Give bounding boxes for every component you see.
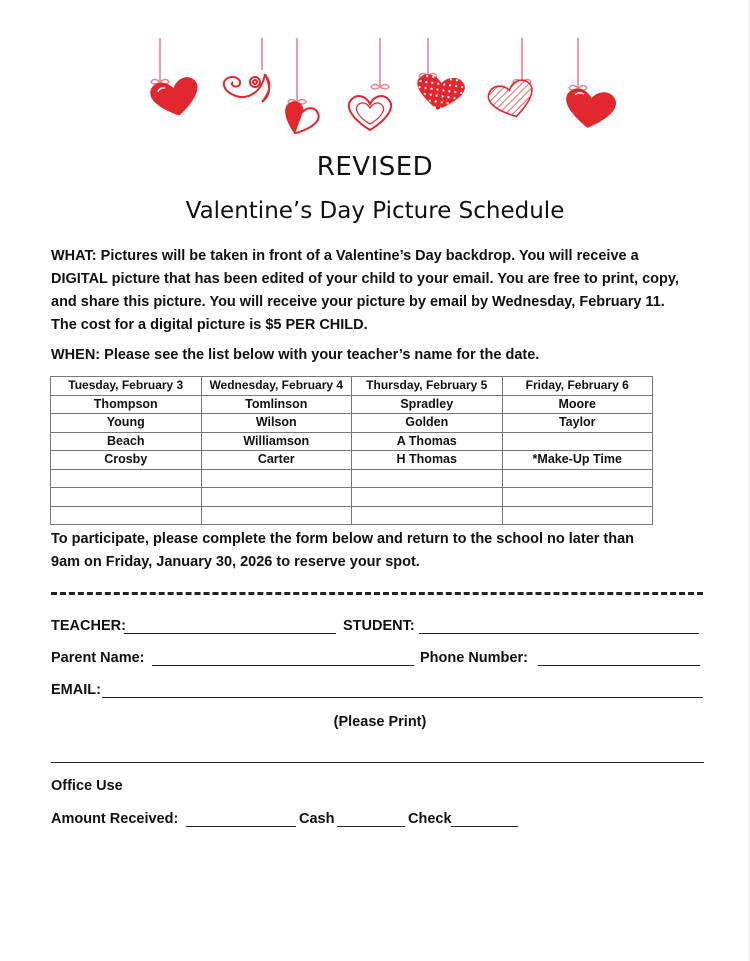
table-cell: A Thomas	[352, 432, 503, 451]
column-header: Friday, February 6	[502, 377, 653, 396]
table-cell: Wilson	[201, 414, 352, 433]
student-field[interactable]	[419, 633, 699, 634]
table-cell	[502, 432, 653, 451]
table-cell	[201, 488, 352, 507]
striped-heart-icon	[486, 78, 538, 122]
table-row	[51, 414, 653, 433]
column-header: Tuesday, February 3	[51, 377, 202, 396]
student-label: STUDENT:	[343, 618, 415, 634]
table-cell: *Make-Up Time	[502, 451, 653, 470]
table-cell	[352, 469, 503, 488]
table-cell	[201, 469, 352, 488]
hanging-hearts-decoration	[0, 0, 750, 150]
office-use-heading: Office Use	[51, 778, 123, 794]
table-cell: Taylor	[502, 414, 653, 433]
table-cell: Tomlinson	[201, 395, 352, 414]
column-header: Thursday, February 5	[352, 377, 503, 396]
table-row	[51, 488, 653, 507]
email-label: EMAIL:	[51, 682, 101, 698]
teacher-field[interactable]	[124, 633, 336, 634]
table-cell: Thompson	[51, 395, 202, 414]
amount-received-field[interactable]	[186, 826, 296, 827]
schedule-table	[50, 376, 653, 525]
table-cell: Beach	[51, 432, 202, 451]
page-title: Valentine’s Day Picture Schedule	[185, 198, 565, 224]
table-header-row	[51, 377, 653, 396]
table-cell	[502, 488, 653, 507]
participate-line: To participate, please complete the form below and return to the school no later than	[51, 531, 635, 547]
participate-line: 9am on Friday, January 30, 2026 to reserve your spot.	[51, 554, 420, 570]
parent-name-label: Parent Name:	[51, 650, 145, 666]
table-cell	[201, 506, 352, 525]
outline-heart-icon	[349, 96, 391, 130]
email-field[interactable]	[102, 697, 703, 698]
table-row	[51, 432, 653, 451]
table-cell	[51, 469, 202, 488]
table-cell: Young	[51, 414, 202, 433]
what-section	[51, 245, 711, 337]
dotted-heart-icon	[414, 73, 466, 113]
table-cell	[352, 506, 503, 525]
divider-line	[51, 762, 704, 763]
what-line: DIGITAL picture that has been edited of your child to your email. You are free to print, copy,	[51, 271, 679, 287]
table-cell	[502, 506, 653, 525]
swirl-heart-icon	[224, 74, 270, 102]
red-heart-icon	[148, 75, 202, 121]
table-cell: Williamson	[201, 432, 352, 451]
what-line: WHAT: Pictures will be taken in front of a Valentine’s Day backdrop. You will receive a	[51, 248, 639, 264]
check-field[interactable]	[451, 826, 518, 827]
cut-line-divider	[51, 592, 703, 595]
table-row	[51, 506, 653, 525]
table-row	[51, 395, 653, 414]
teacher-label: TEACHER:	[51, 618, 126, 634]
cash-field[interactable]	[337, 826, 405, 827]
table-cell	[352, 488, 503, 507]
what-line: The cost for a digital picture is $5 PER CHILD.	[51, 317, 368, 333]
cash-label: Cash	[299, 811, 335, 827]
what-line: and share this picture. You will receive your picture by email by Wednesday, February 11.	[51, 294, 665, 310]
table-cell	[51, 506, 202, 525]
table-cell	[502, 469, 653, 488]
parent-name-field[interactable]	[152, 665, 414, 666]
solid-heart-icon	[563, 87, 618, 131]
table-cell: Crosby	[51, 451, 202, 470]
column-header: Wednesday, February 4	[201, 377, 352, 396]
tilted-heart-icon	[279, 100, 320, 139]
revised-heading: REVISED	[316, 152, 434, 182]
table-cell: Spradley	[352, 395, 503, 414]
phone-number-label: Phone Number:	[420, 650, 528, 666]
amount-received-label: Amount Received:	[51, 811, 179, 827]
table-cell: Moore	[502, 395, 653, 414]
table-cell: H Thomas	[352, 451, 503, 470]
table-cell	[51, 488, 202, 507]
participate-section	[51, 528, 711, 574]
check-label: Check	[408, 811, 452, 827]
table-cell: Carter	[201, 451, 352, 470]
please-print-note: (Please Print)	[333, 714, 427, 730]
when-text: WHEN: Please see the list below with your teacher’s name for the date.	[51, 347, 540, 363]
table-cell: Golden	[352, 414, 503, 433]
table-row	[51, 451, 653, 470]
phone-number-field[interactable]	[538, 665, 700, 666]
table-row	[51, 469, 653, 488]
